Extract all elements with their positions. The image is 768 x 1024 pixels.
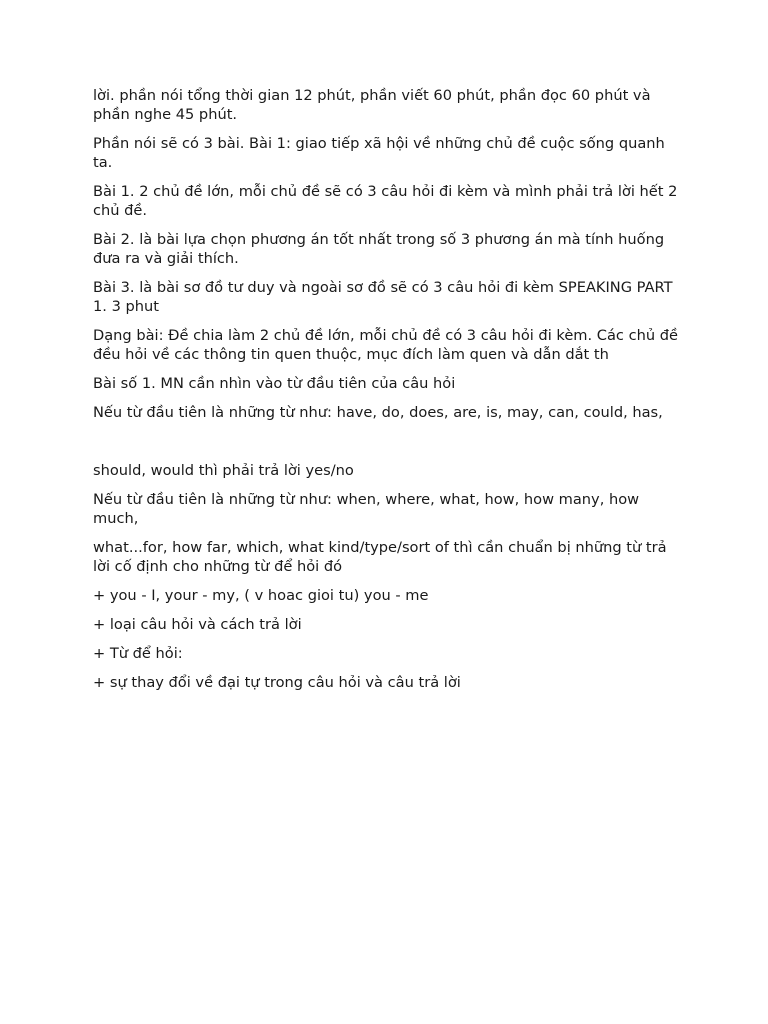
bullet-question-words: + Từ để hỏi: xyxy=(93,645,183,662)
bullet-pronoun-swap: + you - I, your - my, ( v hoac gioi tu) you - me xyxy=(93,587,429,604)
paragraph-yes-no-answer: should, would thì phải trả lời yes/no xyxy=(93,462,354,479)
paragraph-format: Dạng bài: Đề chia làm 2 chủ đề lớn, mỗi chủ đề có 3 câu hỏi đi kèm. Các chủ đề đều hỏi về các thông tin quen thuộc, mục đích làm quen và dẫn dắt th xyxy=(93,327,678,363)
document-body xyxy=(93,86,683,702)
bullet-pronoun-change: + sự thay đổi về đại tự trong câu hỏi và câu trả lời xyxy=(93,674,461,691)
paragraph-speaking-overview: Phần nói sẽ có 3 bài. Bài 1: giao tiếp xã hội về những chủ đề cuộc sống quanh ta. xyxy=(93,135,665,171)
paragraph-part-3: Bài 3. là bài sơ đồ tư duy và ngoài sơ đồ sẽ có 3 câu hỏi đi kèm SPEAKING PART 1. 3 phut xyxy=(93,279,673,315)
paragraph-wh-answers: what...for, how far, which, what kind/type/sort of thì cần chuẩn bị những từ trả lời cố định cho những từ để hỏi đó xyxy=(93,539,667,575)
paragraph-first-word: Bài số 1. MN cần nhìn vào từ đầu tiên của câu hỏi xyxy=(93,375,456,392)
paragraph-wh-words: Nếu từ đầu tiên là những từ như: when, where, what, how, how many, how much, xyxy=(93,491,640,527)
paragraph-exam-timing: lời. phần nói tổng thời gian 12 phút, phần viết 60 phút, phần đọc 60 phút và phần nghe 45 phút. xyxy=(93,87,651,123)
paragraph-yes-no-words: Nếu từ đầu tiên là những từ như: have, do, does, are, is, may, can, could, has, xyxy=(93,404,663,421)
paragraph-part-1: Bài 1. 2 chủ đề lớn, mỗi chủ đề sẽ có 3 câu hỏi đi kèm và mình phải trả lời hết 2 chủ đề. xyxy=(93,183,678,219)
paragraph-part-2: Bài 2. là bài lựa chọn phương án tốt nhất trong số 3 phương án mà tính huống đưa ra và giải thích. xyxy=(93,231,665,267)
paragraph-gap xyxy=(93,432,683,461)
bullet-question-types: + loại câu hỏi và cách trả lời xyxy=(93,616,302,633)
